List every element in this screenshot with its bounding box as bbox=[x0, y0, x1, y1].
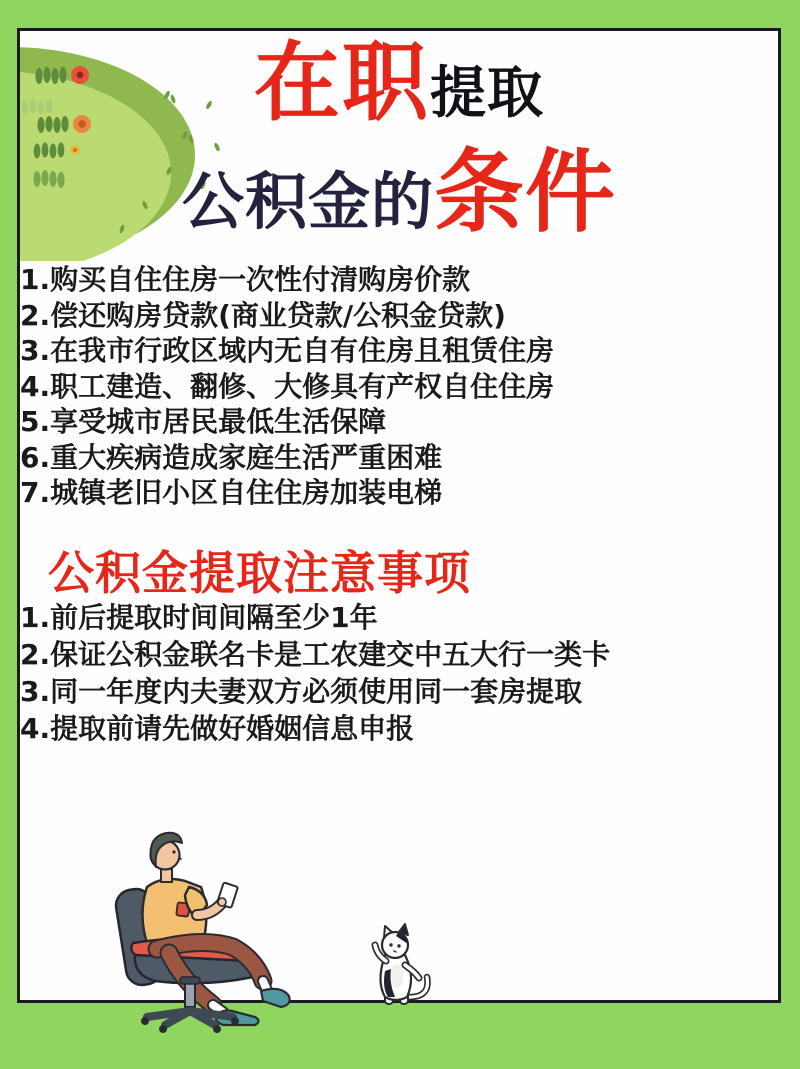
poster-title bbox=[20, 33, 778, 262]
note-item: 2.保证公积金联名卡是工农建交中五大行一类卡 bbox=[20, 637, 611, 671]
note-item: 4.提取前请先做好婚姻信息申报 bbox=[20, 711, 415, 745]
notes-heading: 公积金提取注意事项 bbox=[48, 545, 471, 600]
title-rest-bottom: 公积金的 bbox=[181, 165, 434, 238]
condition-item: 5.享受城市居民最低生活保障 bbox=[20, 405, 387, 438]
condition-item: 7.城镇老旧小区自住住房加装电梯 bbox=[20, 476, 443, 509]
cat-illustration bbox=[375, 924, 428, 1004]
title-line-1 bbox=[20, 33, 778, 145]
man-on-chair-illustration bbox=[114, 833, 290, 1033]
condition-item: 3.在我市行政区域内无自有住房且租赁住房 bbox=[20, 334, 555, 367]
slipper-icon bbox=[261, 989, 290, 1007]
condition-item: 6.重大疾病造成家庭生活严重困难 bbox=[20, 440, 443, 474]
conditions-list bbox=[20, 262, 778, 511]
title-rest-top: 提取 bbox=[430, 61, 544, 126]
condition-item: 2.偿还购房贷款(商业贷款/公积金贷款) bbox=[20, 298, 506, 332]
notes-list bbox=[20, 599, 778, 747]
title-accent-bottom: 条件 bbox=[434, 140, 616, 245]
title-accent-top: 在职 bbox=[254, 33, 430, 133]
condition-item: 4.职工建造、翻修、大修具有产权自住住房 bbox=[20, 369, 555, 403]
man-and-cat-illustration bbox=[85, 825, 475, 1035]
note-item: 3.同一年度内夫妻双方必须使用同一套房提取 bbox=[20, 674, 583, 708]
note-item: 1.前后提取时间间隔至少1年 bbox=[20, 600, 378, 634]
title-line-2 bbox=[20, 140, 778, 262]
eye-dot bbox=[172, 850, 175, 853]
condition-item: 1.购买自住住房一次性付清购房价款 bbox=[20, 263, 471, 296]
